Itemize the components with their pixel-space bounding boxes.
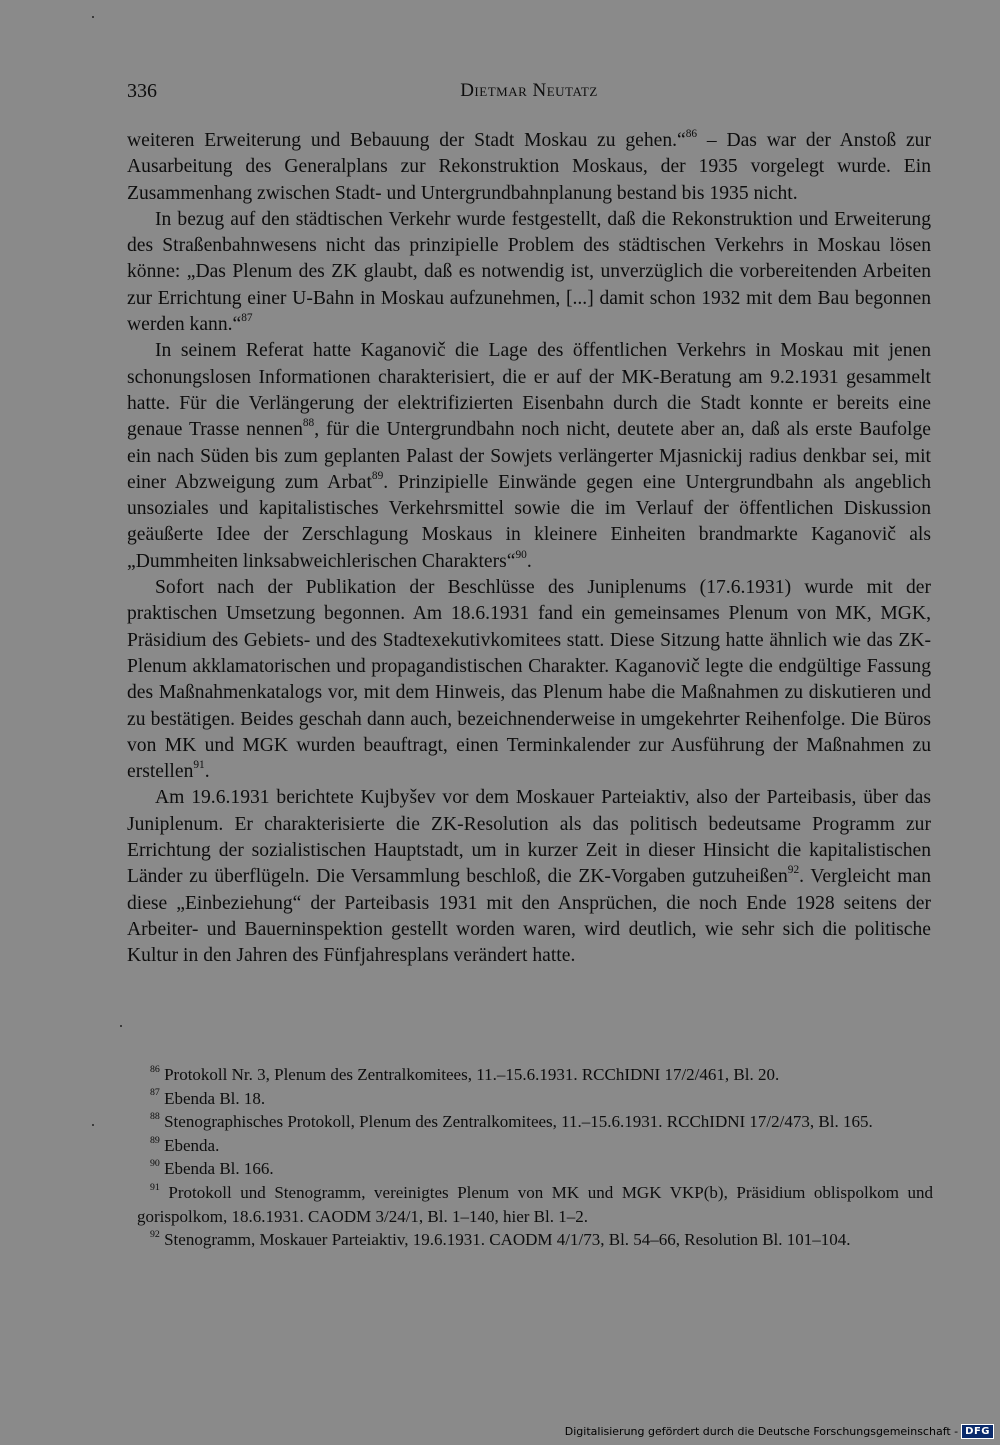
page-number: 336 [127,80,157,102]
footnote [137,1110,933,1134]
footnote [137,1157,933,1181]
footnote [137,1087,933,1111]
footnote-text: Ebenda. [159,1135,220,1155]
footnote-text: Stenographisches Protokoll, Plenum des Zentralkomitees, 11.–15.6.1931. RCChIDNI 17/2/473, Bl. 165. [159,1112,873,1132]
footnote-number: 91 [150,1181,160,1193]
paragraph [127,128,931,207]
page-header [127,80,931,110]
text-run: – Das war der Anstoß zur Ausarbeitung des Generalplans zur Rekonstruktion Moskaus, der 1935 vorgelegt wurde. Ein Zusammenhang zwischen Stadt- und Untergrundbahnplanung bestand bis 1935 nicht. [127,130,931,204]
footnote-number: 89 [150,1134,160,1146]
footnote [137,1134,933,1158]
paragraph [127,575,931,785]
footnote-ref: 92 [787,864,800,877]
text-run: In seinem Referat hatte Kaganovič die Lage des öffentlichen Verkehrs in Moskau mit jenen schonungslosen Informationen charakterisiert, die er auf der MK-Beratung am 9.2.1931 gesammelt hatte. Für die Verlängerung der elektrifizierten Eisenbahn durch die Stadt konnte er bereits eine genaue Trasse nennen [127,340,931,441]
paragraph [127,207,931,338]
footnote-number: 92 [150,1229,160,1241]
text-run: In bezug auf den städtischen Verkehr wurde festgestellt, daß die Rekonstruktion und Erweiterung des Straßenbahnwesens nicht das prinzipielle Problem des städtischen Verkehrs in Moskau lösen könne: „Das Plenum des ZK glaubt, daß es notwendig ist, unverzüglich die vorbereitenden Arbeiten zur Errichtung einer U-Bahn in Moskau aufzunehmen, [...] damit schon 1932 mit dem Bau begonnen werden kann.“ [127,208,931,336]
footnote-number: 87 [150,1087,160,1099]
footnote-ref: 90 [515,548,527,561]
scan-speck [92,1124,94,1126]
digitization-credit [565,1424,994,1439]
text-run: Sofort nach der Publikation der Beschlüsse des Juniplenums (17.6.1931) wurde mit der praktischen Umsetzung begonnen. Am 18.6.1931 fand ein gemeinsames Plenum von MK, MGK, Präsidium des Gebiets- und des Stadtexekutivkomitees statt. Diese Sitzung hatte ähnlich wie das ZK-Plenum akklamatorischen und propagandistischen Charakter. Kaganovič legte die endgültige Fassung des Maßnahmenkatalogs vor, mit dem Hinweis, das Plenum habe die Maßnahmen zu diskutieren und zu bestätigen. Beides geschah dann auch, bezeichnenderweise in umgekehrter Reihenfolge. Die Büros von MK und MGK wurden beauftragt, einen Terminkalender zur Ausführung der Maßnahmen zu erstellen [127,577,931,783]
footnote-number: 88 [150,1111,160,1123]
text-run: . Prinzipielle Einwände gegen eine Untergrundbahn als angeblich unsoziales und kapitalistisches Verkehrsmittel sowie die im Verlauf der öffentlichen Diskussion geäußerte Idee der Zerschlagung Moskaus in kleinere Einheiten brandmarkte Kaganovič als „Dummheiten linksabweichlerischen Charakters“ [127,471,931,572]
text-run: . Vergleicht man diese „Einbeziehung“ der Parteibasis 1931 mit den Ansprüchen, die noch Ende 1928 seitens der Arbeiter- und Bauerninspektion gestellt worden waren, wird deutlich, wie sehr sich die politische Kultur in den Jahren des Fünfjahresplans verändert hatte. [127,866,931,967]
footnote-text: Stenogramm, Moskauer Parteiaktiv, 19.6.1931. CAODM 4/1/73, Bl. 54–66, Resolution Bl. 101–104. [159,1230,851,1250]
footnote-ref: 87 [241,311,253,324]
paragraph [127,785,931,969]
footnote-text: Ebenda Bl. 18. [159,1088,266,1108]
credit-text: Digitalisierung gefördert durch die Deutsche Forschungsgemeinschaft - [564,1425,959,1438]
footnote-ref: 86 [685,127,698,140]
text-run: , für die Untergrundbahn noch nicht, deutete aber an, daß als erste Baufolge ein nach Süden bis zum geplanten Palast der Sowjets verlängerter Mjasnickij radius denkbar sei, mit einer Abzweigung zum Arbat [127,419,931,493]
footnote-number: 90 [150,1158,160,1170]
text-run: . [526,550,532,572]
main-text [127,128,931,970]
text-run: weiteren Erweiterung und Bebauung der Stadt Moskau zu gehen.“ [127,130,686,151]
scan-speck [120,1025,122,1027]
text-run: . [204,761,210,783]
footnote-text: Ebenda Bl. 166. [159,1159,274,1179]
footnote [137,1063,933,1087]
scan-speck [92,16,94,18]
footnote-text: Protokoll Nr. 3, Plenum des Zentralkomitees, 11.–15.6.1931. RCChIDNI 17/2/461, Bl. 20. [159,1065,780,1084]
text-run: Am 19.6.1931 berichtete Kujbyšev vor dem Moskauer Parteiaktiv, also der Parteibasis, über das Juniplenum. Er charakterisierte die ZK-Resolution als das politisch bedeutsame Programm zur Errichtung der sozialistischen Hauptstadt, um in kurzer Zeit in dieser Hinsicht die kapitalistischen Länder zu überflügeln. Die Versammlung beschloß, die ZK-Vorgaben gutzuheißen [127,787,931,888]
footnote [137,1228,933,1252]
footnote [137,1181,933,1228]
footnote-text: Protokoll und Stenogramm, vereinigtes Plenum von MK und MGK VKP(b), Präsidium oblispolkom und gorispolkom, 18.6.1931. CAODM 3/24/1, Bl. 1–140, hier Bl. 1–2. [137,1182,933,1226]
footnote-ref: 88 [302,417,315,430]
footnotes [137,1063,933,1252]
footnote-number: 86 [150,1063,160,1075]
dfg-logo: DFG [961,1424,994,1439]
running-head: Dietmar Neutatz [460,80,598,101]
paragraph [127,338,931,575]
footnote-ref: 89 [371,469,384,482]
footnote-ref: 91 [193,758,205,771]
